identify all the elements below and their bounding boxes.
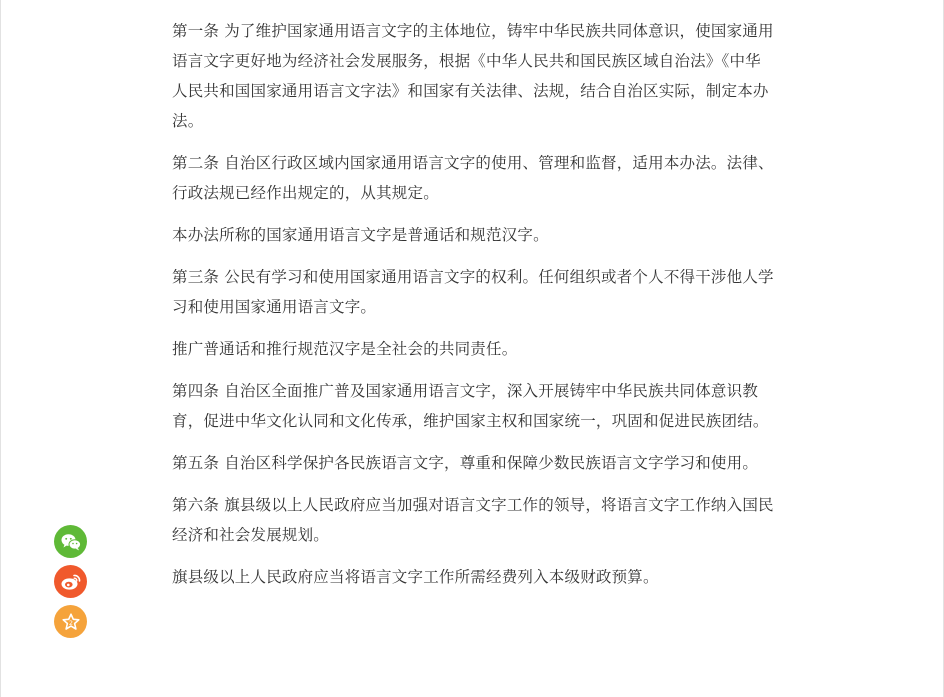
weibo-share-button[interactable] xyxy=(54,565,87,598)
article-paragraph: 本办法所称的国家通用语言文字是普通话和规范汉字。 xyxy=(172,226,549,244)
share-bar xyxy=(54,525,87,645)
weibo-icon xyxy=(60,572,82,592)
article-paragraph: 第二条 自治区行政区域内国家通用语言文字的使用、管理和监督，适用本办法。法律、行政法规已经作出规定的，从其规定。 xyxy=(172,154,774,202)
article-paragraph: 第四条 自治区全面推广普及国家通用语言文字，深入开展铸牢中华民族共同体意识教育，促进中华文化认同和文化传承，维护国家主权和国家统一，巩固和促进民族团结。 xyxy=(172,382,769,430)
article-paragraph: 推广普通话和推行规范汉字是全社会的共同责任。 xyxy=(172,340,518,358)
favorite-button[interactable] xyxy=(54,605,87,638)
article-paragraph: 旗县级以上人民政府应当将语言文字工作所需经费列入本级财政预算。 xyxy=(172,568,659,586)
article-paragraph: 第六条 旗县级以上人民政府应当加强对语言文字工作的领导，将语言文字工作纳入国民经济和社会发展规划。 xyxy=(172,496,774,544)
article-paragraph: 第一条 为了维护国家通用语言文字的主体地位，铸牢中华民族共同体意识，使国家通用语言文字更好地为经济社会发展服务，根据《中华人民共和国民族区域自治法》《中华人民共和国国家通用语言文字法》和国家有关法律、法规，结合自治区实际，制定本办法。 xyxy=(172,22,774,130)
page-border-left xyxy=(0,0,1,697)
wechat-share-button[interactable] xyxy=(54,525,87,558)
article-paragraph: 第三条 公民有学习和使用国家通用语言文字的权利。任何组织或者个人不得干涉他人学习和使用国家通用语言文字。 xyxy=(172,268,774,316)
article-paragraph: 第五条 自治区科学保护各民族语言文字，尊重和保障少数民族语言文字学习和使用。 xyxy=(172,454,759,472)
article-body xyxy=(172,16,776,604)
star-icon xyxy=(61,612,81,632)
wechat-icon xyxy=(60,532,82,552)
svg-text:2: 2 xyxy=(68,618,73,627)
